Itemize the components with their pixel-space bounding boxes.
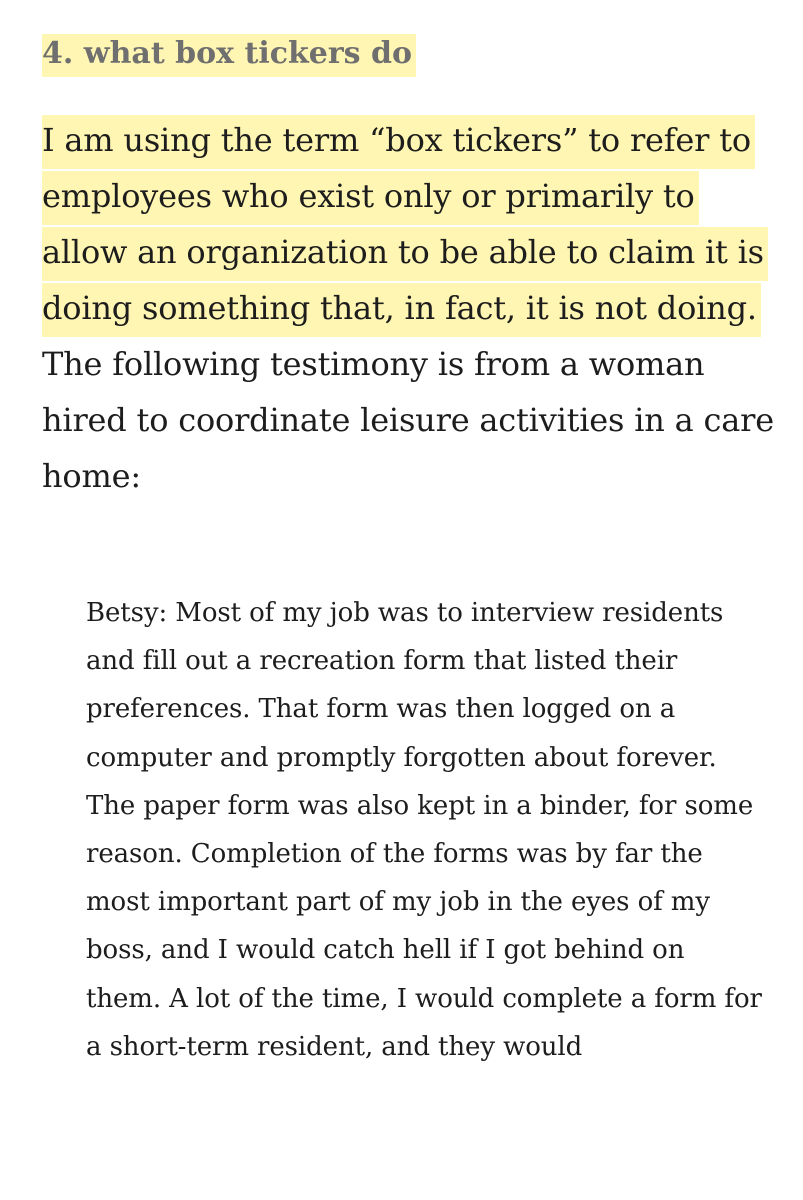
testimony-block-quote [86,589,766,1071]
heading-highlight: 4. what box tickers do [42,34,416,77]
intro-continuation: The following testimony is from a woman hired to coordinate leisure activities in a care home: [42,345,774,495]
intro-paragraph [42,112,782,504]
highlighted-passage[interactable]: I am using the term “box tickers” to refer to employees who exist only or primarily to allow an organization to be able to claim it is doing something that, in fact, it is not doing. [42,115,768,337]
section-heading [42,24,416,84]
testimony-text: Betsy: Most of my job was to interview residents and fill out a recreation form that listed their preferences. That form was then logged on a computer and promptly forgotten about forever. The paper form was also kept in a binder, for some reason. Completion of the forms was by far the most important part of my job in the eyes of my boss, and I would catch hell if I got behind on them. A lot of the time, I would complete a form for a short-term resident, and they would [86,598,762,1062]
